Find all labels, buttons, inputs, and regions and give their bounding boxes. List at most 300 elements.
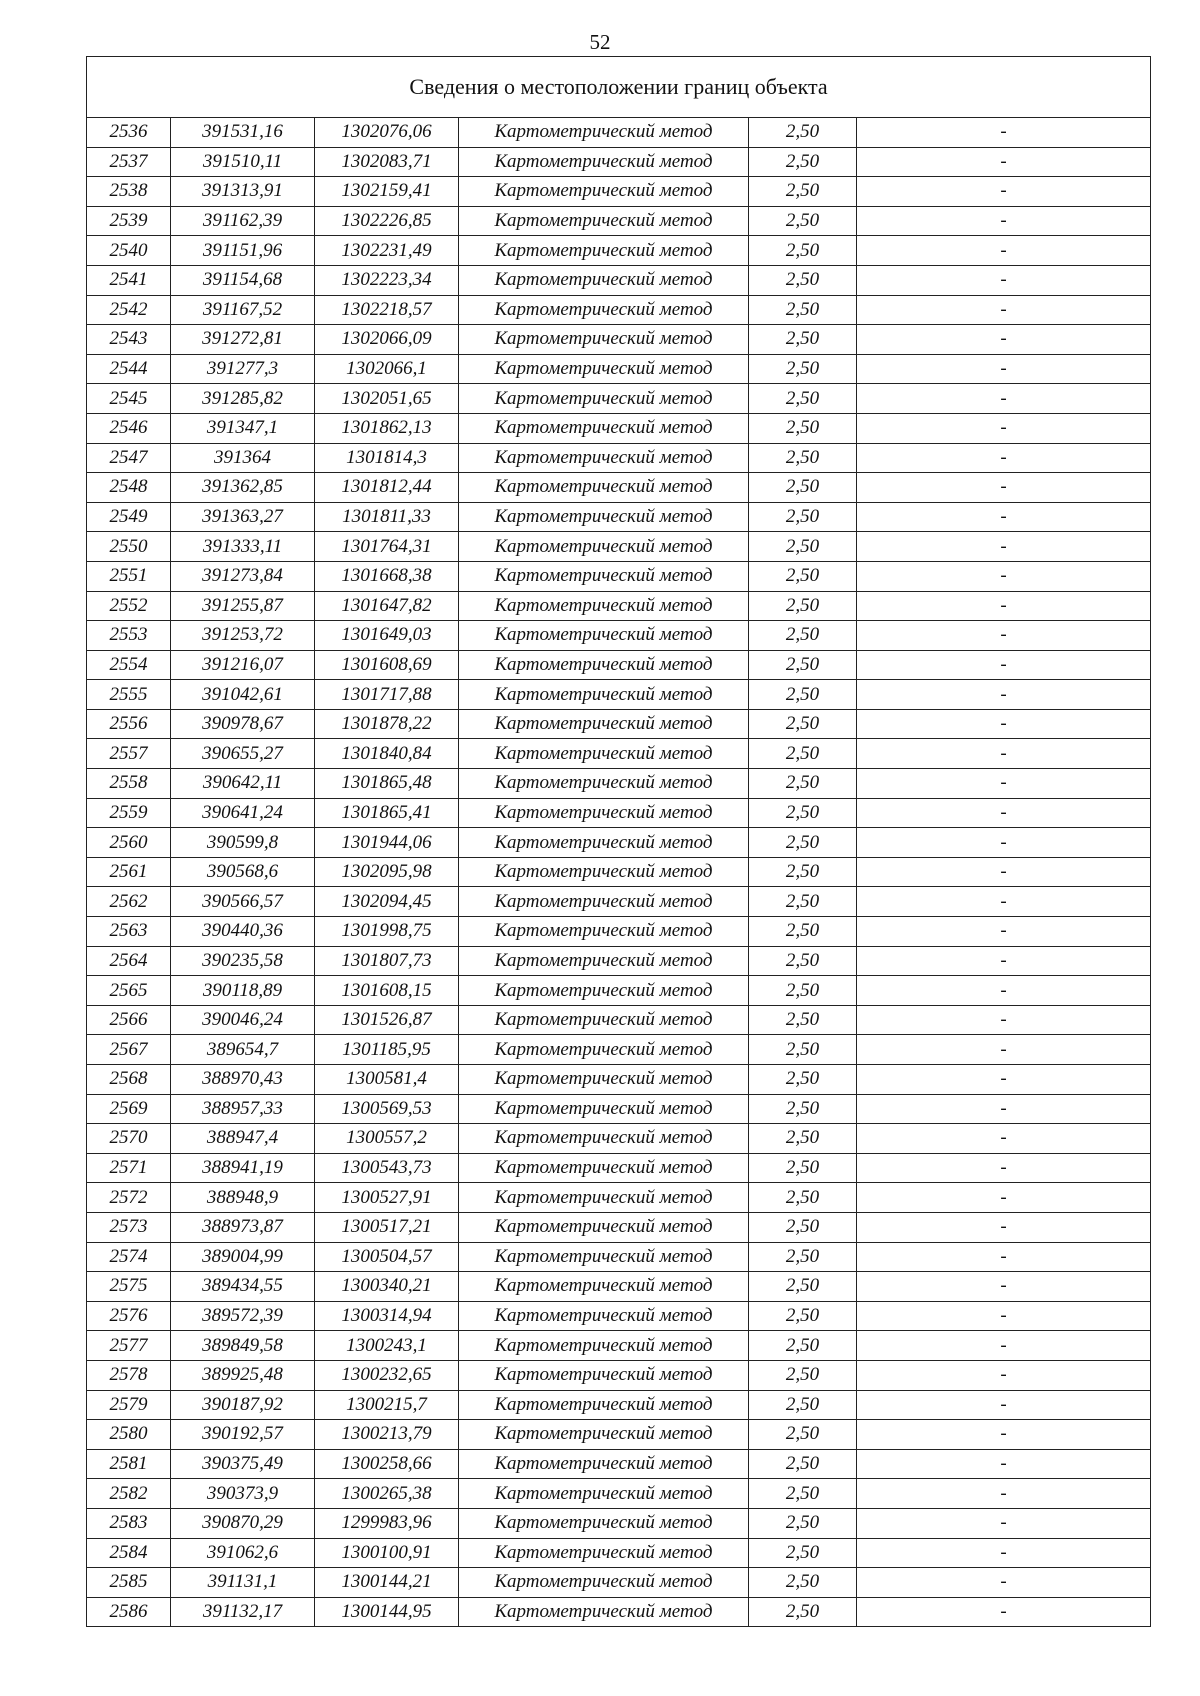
- cell-y-coordinate: 1300144,95: [315, 1597, 459, 1627]
- cell-x-coordinate: 391167,52: [171, 295, 315, 325]
- cell-y-coordinate: 1301526,87: [315, 1005, 459, 1035]
- cell-accuracy: 2,50: [749, 1153, 857, 1183]
- cell-accuracy: 2,50: [749, 1538, 857, 1568]
- cell-description: -: [857, 887, 1151, 917]
- cell-x-coordinate: 390118,89: [171, 976, 315, 1006]
- cell-x-coordinate: 388948,9: [171, 1183, 315, 1213]
- cell-method: Картометрический метод: [459, 1005, 749, 1035]
- cell-y-coordinate: 1300213,79: [315, 1420, 459, 1450]
- cell-x-coordinate: 391272,81: [171, 325, 315, 355]
- cell-description: -: [857, 1449, 1151, 1479]
- table-row: [87, 147, 1151, 177]
- cell-accuracy: 2,50: [749, 798, 857, 828]
- cell-x-coordinate: 389849,58: [171, 1331, 315, 1361]
- cell-y-coordinate: 1300144,21: [315, 1568, 459, 1598]
- table-row: [87, 1420, 1151, 1450]
- cell-x-coordinate: 391042,61: [171, 680, 315, 710]
- cell-description: -: [857, 1508, 1151, 1538]
- cell-point-number: 2578: [87, 1360, 171, 1390]
- cell-y-coordinate: 1300504,57: [315, 1242, 459, 1272]
- cell-x-coordinate: 390375,49: [171, 1449, 315, 1479]
- cell-point-number: 2581: [87, 1449, 171, 1479]
- cell-y-coordinate: 1300100,91: [315, 1538, 459, 1568]
- cell-x-coordinate: 390566,57: [171, 887, 315, 917]
- cell-point-number: 2540: [87, 236, 171, 266]
- cell-x-coordinate: 390642,11: [171, 769, 315, 799]
- cell-y-coordinate: 1300243,1: [315, 1331, 459, 1361]
- cell-x-coordinate: 388941,19: [171, 1153, 315, 1183]
- cell-accuracy: 2,50: [749, 1005, 857, 1035]
- cell-accuracy: 2,50: [749, 1568, 857, 1598]
- cell-accuracy: 2,50: [749, 1212, 857, 1242]
- cell-y-coordinate: 1301668,38: [315, 561, 459, 591]
- cell-point-number: 2543: [87, 325, 171, 355]
- table-row: [87, 1360, 1151, 1390]
- table-row: [87, 206, 1151, 236]
- cell-accuracy: 2,50: [749, 1094, 857, 1124]
- cell-method: Картометрический метод: [459, 443, 749, 473]
- cell-accuracy: 2,50: [749, 769, 857, 799]
- cell-description: -: [857, 118, 1151, 148]
- table-row: [87, 1301, 1151, 1331]
- cell-accuracy: 2,50: [749, 413, 857, 443]
- cell-description: -: [857, 502, 1151, 532]
- table-title: Сведения о местоположении границ объекта: [87, 57, 1151, 118]
- cell-description: -: [857, 354, 1151, 384]
- cell-accuracy: 2,50: [749, 946, 857, 976]
- cell-accuracy: 2,50: [749, 118, 857, 148]
- cell-x-coordinate: 391531,16: [171, 118, 315, 148]
- cell-accuracy: 2,50: [749, 680, 857, 710]
- page-number: 52: [589, 30, 611, 54]
- table-row: [87, 1449, 1151, 1479]
- cell-accuracy: 2,50: [749, 1420, 857, 1450]
- cell-description: -: [857, 384, 1151, 414]
- cell-method: Картометрический метод: [459, 946, 749, 976]
- cell-accuracy: 2,50: [749, 1449, 857, 1479]
- cell-description: -: [857, 1272, 1151, 1302]
- cell-method: Картометрический метод: [459, 1065, 749, 1095]
- cell-y-coordinate: 1302231,49: [315, 236, 459, 266]
- cell-x-coordinate: 390192,57: [171, 1420, 315, 1450]
- cell-y-coordinate: 1300232,65: [315, 1360, 459, 1390]
- cell-description: -: [857, 857, 1151, 887]
- cell-x-coordinate: 390978,67: [171, 709, 315, 739]
- table-row: [87, 828, 1151, 858]
- cell-point-number: 2536: [87, 118, 171, 148]
- cell-method: Картометрический метод: [459, 1124, 749, 1154]
- cell-accuracy: 2,50: [749, 1272, 857, 1302]
- cell-x-coordinate: 390373,9: [171, 1479, 315, 1509]
- cell-method: Картометрический метод: [459, 591, 749, 621]
- cell-x-coordinate: 391363,27: [171, 502, 315, 532]
- cell-point-number: 2554: [87, 650, 171, 680]
- cell-accuracy: 2,50: [749, 1124, 857, 1154]
- table-row: [87, 1124, 1151, 1154]
- cell-x-coordinate: 389654,7: [171, 1035, 315, 1065]
- cell-point-number: 2567: [87, 1035, 171, 1065]
- cell-method: Картометрический метод: [459, 976, 749, 1006]
- cell-y-coordinate: 1301807,73: [315, 946, 459, 976]
- cell-method: Картометрический метод: [459, 857, 749, 887]
- cell-description: -: [857, 265, 1151, 295]
- cell-y-coordinate: 1301717,88: [315, 680, 459, 710]
- cell-method: Картометрический метод: [459, 1479, 749, 1509]
- cell-point-number: 2539: [87, 206, 171, 236]
- cell-description: -: [857, 1538, 1151, 1568]
- cell-point-number: 2549: [87, 502, 171, 532]
- cell-method: Картометрический метод: [459, 709, 749, 739]
- cell-y-coordinate: 1301647,82: [315, 591, 459, 621]
- cell-description: -: [857, 769, 1151, 799]
- table-row: [87, 946, 1151, 976]
- cell-description: -: [857, 1124, 1151, 1154]
- cell-x-coordinate: 391273,84: [171, 561, 315, 591]
- table-row: [87, 680, 1151, 710]
- cell-x-coordinate: 389572,39: [171, 1301, 315, 1331]
- cell-description: -: [857, 1094, 1151, 1124]
- cell-method: Картометрический метод: [459, 1360, 749, 1390]
- cell-description: -: [857, 295, 1151, 325]
- cell-accuracy: 2,50: [749, 1390, 857, 1420]
- cell-y-coordinate: 1302095,98: [315, 857, 459, 887]
- cell-point-number: 2585: [87, 1568, 171, 1598]
- cell-y-coordinate: 1301862,13: [315, 413, 459, 443]
- cell-point-number: 2572: [87, 1183, 171, 1213]
- cell-x-coordinate: 391162,39: [171, 206, 315, 236]
- cell-method: Картометрический метод: [459, 769, 749, 799]
- cell-y-coordinate: 1300517,21: [315, 1212, 459, 1242]
- cell-method: Картометрический метод: [459, 621, 749, 651]
- cell-method: Картометрический метод: [459, 206, 749, 236]
- cell-y-coordinate: 1301185,95: [315, 1035, 459, 1065]
- table-row: [87, 1242, 1151, 1272]
- cell-y-coordinate: 1302051,65: [315, 384, 459, 414]
- cell-x-coordinate: 390187,92: [171, 1390, 315, 1420]
- table-row: [87, 1538, 1151, 1568]
- cell-accuracy: 2,50: [749, 857, 857, 887]
- cell-x-coordinate: 390440,36: [171, 917, 315, 947]
- cell-description: -: [857, 1153, 1151, 1183]
- cell-method: Картометрический метод: [459, 828, 749, 858]
- table-row: [87, 473, 1151, 503]
- cell-x-coordinate: 388947,4: [171, 1124, 315, 1154]
- cell-method: Картометрический метод: [459, 1153, 749, 1183]
- cell-method: Картометрический метод: [459, 798, 749, 828]
- cell-method: Картометрический метод: [459, 147, 749, 177]
- cell-y-coordinate: 1302066,1: [315, 354, 459, 384]
- table-row: [87, 739, 1151, 769]
- cell-x-coordinate: 391364: [171, 443, 315, 473]
- table-row: [87, 976, 1151, 1006]
- table-row: [87, 798, 1151, 828]
- table-row: [87, 621, 1151, 651]
- cell-x-coordinate: 389004,99: [171, 1242, 315, 1272]
- cell-point-number: 2557: [87, 739, 171, 769]
- cell-description: -: [857, 1212, 1151, 1242]
- table-row: [87, 118, 1151, 148]
- table-body: [87, 57, 1151, 1627]
- table-row: [87, 1390, 1151, 1420]
- cell-y-coordinate: 1299983,96: [315, 1508, 459, 1538]
- cell-method: Картометрический метод: [459, 1420, 749, 1450]
- cell-x-coordinate: 391347,1: [171, 413, 315, 443]
- cell-accuracy: 2,50: [749, 976, 857, 1006]
- cell-x-coordinate: 390599,8: [171, 828, 315, 858]
- cell-method: Картометрический метод: [459, 354, 749, 384]
- cell-point-number: 2561: [87, 857, 171, 887]
- cell-y-coordinate: 1301608,15: [315, 976, 459, 1006]
- cell-point-number: 2583: [87, 1508, 171, 1538]
- cell-accuracy: 2,50: [749, 1242, 857, 1272]
- cell-accuracy: 2,50: [749, 1360, 857, 1390]
- cell-y-coordinate: 1301865,41: [315, 798, 459, 828]
- cell-x-coordinate: 391362,85: [171, 473, 315, 503]
- cell-accuracy: 2,50: [749, 384, 857, 414]
- cell-method: Картометрический метод: [459, 1094, 749, 1124]
- table-row: [87, 1005, 1151, 1035]
- cell-accuracy: 2,50: [749, 621, 857, 651]
- cell-accuracy: 2,50: [749, 650, 857, 680]
- cell-method: Картометрический метод: [459, 502, 749, 532]
- cell-method: Картометрический метод: [459, 680, 749, 710]
- cell-description: -: [857, 325, 1151, 355]
- table-row: [87, 532, 1151, 562]
- table-row: [87, 561, 1151, 591]
- cell-x-coordinate: 390641,24: [171, 798, 315, 828]
- table-row: [87, 917, 1151, 947]
- cell-point-number: 2560: [87, 828, 171, 858]
- cell-x-coordinate: 391131,1: [171, 1568, 315, 1598]
- cell-y-coordinate: 1300314,94: [315, 1301, 459, 1331]
- cell-accuracy: 2,50: [749, 917, 857, 947]
- cell-method: Картометрический метод: [459, 1272, 749, 1302]
- cell-point-number: 2564: [87, 946, 171, 976]
- cell-method: Картометрический метод: [459, 1508, 749, 1538]
- cell-description: -: [857, 739, 1151, 769]
- cell-point-number: 2538: [87, 177, 171, 207]
- table-row: [87, 1272, 1151, 1302]
- cell-description: -: [857, 709, 1151, 739]
- cell-description: -: [857, 1479, 1151, 1509]
- cell-x-coordinate: 391333,11: [171, 532, 315, 562]
- table-row: [87, 413, 1151, 443]
- cell-point-number: 2545: [87, 384, 171, 414]
- cell-point-number: 2559: [87, 798, 171, 828]
- table-row: [87, 354, 1151, 384]
- cell-y-coordinate: 1301814,3: [315, 443, 459, 473]
- cell-point-number: 2558: [87, 769, 171, 799]
- cell-point-number: 2537: [87, 147, 171, 177]
- cell-point-number: 2570: [87, 1124, 171, 1154]
- cell-description: -: [857, 532, 1151, 562]
- table-row: [87, 177, 1151, 207]
- cell-point-number: 2569: [87, 1094, 171, 1124]
- cell-method: Картометрический метод: [459, 561, 749, 591]
- cell-description: -: [857, 1301, 1151, 1331]
- table-row: [87, 325, 1151, 355]
- cell-description: -: [857, 1242, 1151, 1272]
- table-row: [87, 502, 1151, 532]
- cell-x-coordinate: 388957,33: [171, 1094, 315, 1124]
- cell-accuracy: 2,50: [749, 739, 857, 769]
- table-row: [87, 1212, 1151, 1242]
- cell-description: -: [857, 946, 1151, 976]
- cell-x-coordinate: 391255,87: [171, 591, 315, 621]
- cell-method: Картометрический метод: [459, 118, 749, 148]
- cell-x-coordinate: 391154,68: [171, 265, 315, 295]
- cell-description: -: [857, 680, 1151, 710]
- cell-point-number: 2546: [87, 413, 171, 443]
- cell-method: Картометрический метод: [459, 413, 749, 443]
- cell-accuracy: 2,50: [749, 1597, 857, 1627]
- cell-accuracy: 2,50: [749, 502, 857, 532]
- cell-description: -: [857, 1005, 1151, 1035]
- cell-y-coordinate: 1302076,06: [315, 118, 459, 148]
- cell-y-coordinate: 1302066,09: [315, 325, 459, 355]
- cell-method: Картометрический метод: [459, 1301, 749, 1331]
- cell-x-coordinate: 391510,11: [171, 147, 315, 177]
- cell-point-number: 2550: [87, 532, 171, 562]
- cell-y-coordinate: 1300543,73: [315, 1153, 459, 1183]
- cell-description: -: [857, 473, 1151, 503]
- cell-y-coordinate: 1301812,44: [315, 473, 459, 503]
- cell-description: -: [857, 1390, 1151, 1420]
- cell-x-coordinate: 388970,43: [171, 1065, 315, 1095]
- cell-method: Картометрический метод: [459, 384, 749, 414]
- cell-accuracy: 2,50: [749, 206, 857, 236]
- cell-point-number: 2551: [87, 561, 171, 591]
- cell-x-coordinate: 391062,6: [171, 1538, 315, 1568]
- cell-description: -: [857, 1035, 1151, 1065]
- cell-method: Картометрический метод: [459, 887, 749, 917]
- cell-y-coordinate: 1302094,45: [315, 887, 459, 917]
- cell-method: Картометрический метод: [459, 1212, 749, 1242]
- cell-point-number: 2577: [87, 1331, 171, 1361]
- cell-description: -: [857, 650, 1151, 680]
- cell-accuracy: 2,50: [749, 325, 857, 355]
- cell-point-number: 2580: [87, 1420, 171, 1450]
- cell-x-coordinate: 390568,6: [171, 857, 315, 887]
- cell-y-coordinate: 1300265,38: [315, 1479, 459, 1509]
- boundaries-table: [86, 56, 1151, 1627]
- cell-description: -: [857, 798, 1151, 828]
- cell-x-coordinate: 390046,24: [171, 1005, 315, 1035]
- cell-description: -: [857, 1065, 1151, 1095]
- cell-y-coordinate: 1302159,41: [315, 177, 459, 207]
- table-row: [87, 1508, 1151, 1538]
- cell-accuracy: 2,50: [749, 354, 857, 384]
- cell-point-number: 2582: [87, 1479, 171, 1509]
- cell-point-number: 2541: [87, 265, 171, 295]
- cell-accuracy: 2,50: [749, 828, 857, 858]
- cell-accuracy: 2,50: [749, 887, 857, 917]
- cell-method: Картометрический метод: [459, 325, 749, 355]
- cell-y-coordinate: 1300215,7: [315, 1390, 459, 1420]
- table-row: [87, 1479, 1151, 1509]
- cell-method: Картометрический метод: [459, 1538, 749, 1568]
- cell-x-coordinate: 390235,58: [171, 946, 315, 976]
- cell-accuracy: 2,50: [749, 1479, 857, 1509]
- table-row: [87, 295, 1151, 325]
- cell-method: Картометрический метод: [459, 473, 749, 503]
- cell-point-number: 2542: [87, 295, 171, 325]
- cell-y-coordinate: 1302218,57: [315, 295, 459, 325]
- cell-method: Картометрический метод: [459, 295, 749, 325]
- cell-method: Картометрический метод: [459, 1035, 749, 1065]
- table-row: [87, 1035, 1151, 1065]
- cell-x-coordinate: 390655,27: [171, 739, 315, 769]
- cell-description: -: [857, 236, 1151, 266]
- cell-description: -: [857, 413, 1151, 443]
- cell-description: -: [857, 621, 1151, 651]
- cell-description: -: [857, 206, 1151, 236]
- cell-point-number: 2562: [87, 887, 171, 917]
- cell-y-coordinate: 1301878,22: [315, 709, 459, 739]
- table-row: [87, 1331, 1151, 1361]
- cell-accuracy: 2,50: [749, 147, 857, 177]
- cell-accuracy: 2,50: [749, 1035, 857, 1065]
- cell-point-number: 2574: [87, 1242, 171, 1272]
- cell-method: Картометрический метод: [459, 265, 749, 295]
- cell-y-coordinate: 1300581,4: [315, 1065, 459, 1095]
- cell-accuracy: 2,50: [749, 1301, 857, 1331]
- cell-description: -: [857, 1183, 1151, 1213]
- table-row: [87, 1153, 1151, 1183]
- cell-point-number: 2584: [87, 1538, 171, 1568]
- cell-point-number: 2544: [87, 354, 171, 384]
- cell-description: -: [857, 917, 1151, 947]
- cell-method: Картометрический метод: [459, 1568, 749, 1598]
- cell-y-coordinate: 1301608,69: [315, 650, 459, 680]
- cell-description: -: [857, 443, 1151, 473]
- cell-accuracy: 2,50: [749, 1065, 857, 1095]
- cell-method: Картометрический метод: [459, 1331, 749, 1361]
- cell-accuracy: 2,50: [749, 709, 857, 739]
- cell-x-coordinate: 389925,48: [171, 1360, 315, 1390]
- cell-y-coordinate: 1300527,91: [315, 1183, 459, 1213]
- cell-point-number: 2556: [87, 709, 171, 739]
- cell-x-coordinate: 391253,72: [171, 621, 315, 651]
- cell-x-coordinate: 389434,55: [171, 1272, 315, 1302]
- cell-y-coordinate: 1300557,2: [315, 1124, 459, 1154]
- cell-y-coordinate: 1300340,21: [315, 1272, 459, 1302]
- table-row: [87, 265, 1151, 295]
- cell-description: -: [857, 177, 1151, 207]
- cell-y-coordinate: 1300258,66: [315, 1449, 459, 1479]
- cell-y-coordinate: 1302226,85: [315, 206, 459, 236]
- cell-description: -: [857, 1331, 1151, 1361]
- cell-y-coordinate: 1302223,34: [315, 265, 459, 295]
- cell-point-number: 2563: [87, 917, 171, 947]
- cell-description: -: [857, 591, 1151, 621]
- cell-y-coordinate: 1301998,75: [315, 917, 459, 947]
- cell-accuracy: 2,50: [749, 561, 857, 591]
- cell-point-number: 2566: [87, 1005, 171, 1035]
- cell-y-coordinate: 1302083,71: [315, 147, 459, 177]
- cell-accuracy: 2,50: [749, 236, 857, 266]
- cell-point-number: 2565: [87, 976, 171, 1006]
- table-row: [87, 709, 1151, 739]
- cell-point-number: 2586: [87, 1597, 171, 1627]
- cell-y-coordinate: 1301865,48: [315, 769, 459, 799]
- cell-point-number: 2553: [87, 621, 171, 651]
- table-row: [87, 857, 1151, 887]
- cell-accuracy: 2,50: [749, 295, 857, 325]
- cell-accuracy: 2,50: [749, 1183, 857, 1213]
- cell-point-number: 2552: [87, 591, 171, 621]
- cell-point-number: 2547: [87, 443, 171, 473]
